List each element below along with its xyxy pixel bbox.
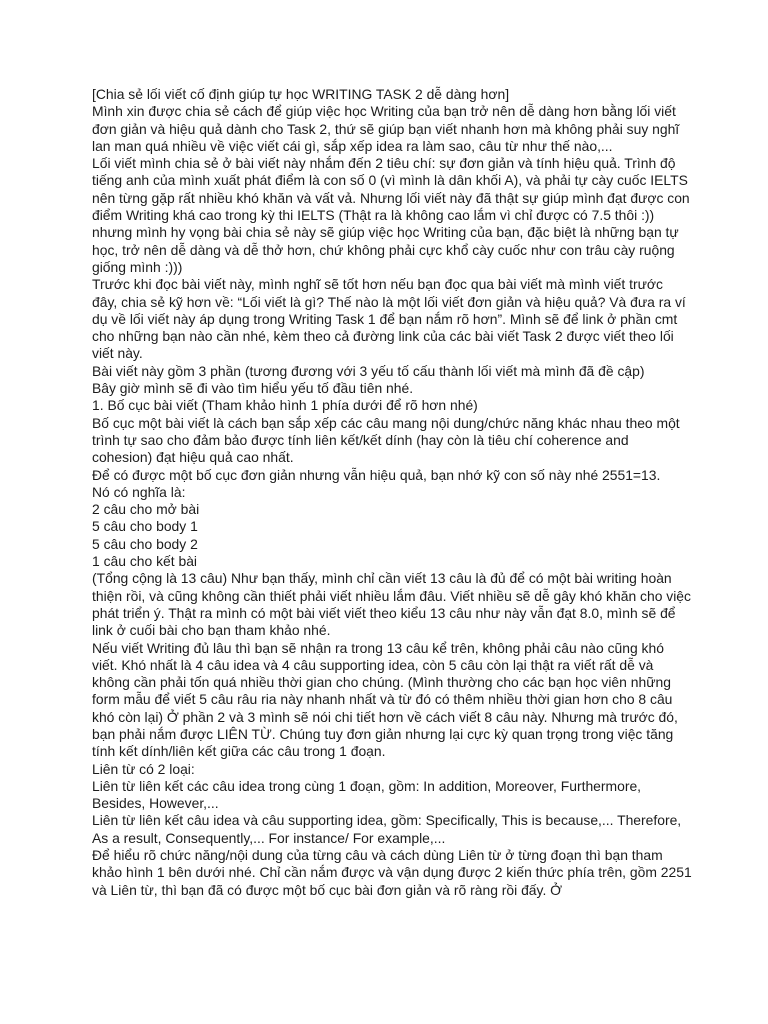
paragraph-meaning: Nó có nghĩa là: (92, 483, 186, 500)
paragraph-criteria: Lối viết mình chia sẻ ở bài viết này nhắm đến 2 tiêu chí: sự đơn giản và tính hiệu quả. Trình độ tiếng anh của mình xuất phát điểm là con số 0 (vì mình là dân khối A), và phải tự cày cuốc IELTS nên từng gặp rất nhiều khó khăn và vất vả. Nhưng lối viết này đã thật sự giúp mình đạt được con điểm Writing khá cao trong kỳ thi IELTS (Thật ra là không cao lắm vì chỉ được có 7.5 thôi :)) nhưng mình hy vọng bài chia sẻ này sẽ giúp việc học Writing của bạn, đặc biệt là những bạn tự học, trở nên dễ dàng và dễ thở hơn, chứ không phải cực khổ cày cuốc như con trâu cày ruộng giống mình :))) (92, 155, 690, 275)
section-heading-layout: 1. Bố cục bài viết (Tham khảo hình 1 phía dưới để rõ hơn nhé) (92, 397, 478, 414)
paragraph-layout-definition: Bố cục một bài viết là cách bạn sắp xếp các câu mang nội dung/chức năng khác nhau theo một trình tự sao cho đảm bảo được tính liên kết/kết dính (hay còn là tiêu chí coherence and cohesion) đạt hiệu quả cao nhất. (92, 414, 680, 466)
paragraph-2551-rule: Để có được một bố cục đơn giản nhưng vẫn hiệu quả, bạn nhớ kỹ con số này nhé 2551=13. (92, 466, 661, 483)
paragraph-linking-types: Liên từ có 2 loại: (92, 760, 195, 777)
list-item-body-1: 5 câu cho body 1 (92, 518, 198, 535)
paragraph-linking-support: Liên từ liên kết câu idea và câu supporting idea, gồm: Specifically, This is because,... Therefore, As a result, Consequently,... For instance/ For example,... (92, 812, 682, 846)
list-item-intro: 2 câu cho mở bài (92, 501, 200, 518)
paragraph-total-13: (Tổng cộng là 13 câu) Như bạn thấy, mình chỉ cần viết 13 câu là đủ để có một bài writing hoàn thiện rồi, và cũng không cần thiết phải viết nhiều lắm đâu. Viết nhiều sẽ dễ gây khó khăn cho việc phát triển ý. Thật ra mình có một bài viết viết theo kiểu 13 câu như này vẫn đạt 8.0, mình sẽ để link ở cuối bài cho bạn tham khảo nhé. (92, 570, 691, 639)
list-item-conclusion: 1 câu cho kết bài (92, 553, 198, 570)
list-item-body-2: 5 câu cho body 2 (92, 535, 198, 552)
paragraph-prereading: Trước khi đọc bài viết này, mình nghĩ sẽ tốt hơn nếu bạn đọc qua bài viết mà mình viết trước đây, chia sẻ kỹ hơn về: “Lối viết là gì? Thế nào là một lối viết đơn giản và hiệu quả? Và đưa ra ví dụ về lối viết này áp dụng trong Writing Task 1 để bạn nắm rõ hơn”. Mình sẽ để link ở phần cmt cho những bạn nào cần nhé, kèm theo cả đường link của các bài viết Task 2 được viết theo lối viết này. (92, 276, 686, 362)
document-body (92, 86, 692, 899)
paragraph-intro: Mình xin được chia sẻ cách để giúp việc học Writing của bạn trở nên dễ dàng hơn bằng lối viết đơn giản và hiệu quả dành cho Task 2, thứ sẽ giúp bạn viết nhanh hơn mà không phải suy nghĩ lan man quá nhiều về việc viết cái gì, sắp xếp idea ra làm sao, câu từ như thế nào,... (92, 103, 680, 154)
document-title: [Chia sẻ lối viết cố định giúp tự học WRITING TASK 2 dễ dàng hơn] (92, 86, 510, 102)
paragraph-linking-ideas: Liên từ liên kết các câu idea trong cùng 1 đoạn, gồm: In addition, Moreover, Furthermore, Besides, However,... (92, 777, 642, 812)
paragraph-first-factor: Bây giờ mình sẽ đi vào tìm hiểu yếu tố đầu tiên nhé. (92, 380, 414, 397)
paragraph-reference-figure: Để hiểu rõ chức năng/nội dung của từng câu và cách dùng Liên từ ở từng đoạn thì bạn tham khảo hình 1 bên dưới nhé. Chỉ cần nắm được và vận dụng được 2 kiến thức phía trên, gồm 2251 và Liên từ, thì bạn đã có được một bố cục bài đơn giản và rõ ràng rồi đấy. Ở (92, 847, 692, 898)
paragraph-structure-overview: Bài viết này gồm 3 phần (tương đương với 3 yếu tố cấu thành lối viết mà mình đã đề cập) (92, 362, 645, 379)
paragraph-hard-sentences: Nếu viết Writing đủ lâu thì bạn sẽ nhận ra trong 13 câu kể trên, không phải câu nào cũng khó viết. Khó nhất là 4 câu idea và 4 câu supporting idea, còn 5 câu còn lại thật ra viết rất dễ và không cần phải tốn quá nhiều thời gian cho chúng. (Mình thường cho các bạn học viên những form mẫu để viết 5 câu râu ria này nhanh nhất và từ đó có thêm nhiều thời gian hơn cho 8 câu khó còn lại) Ở phần 2 và 3 mình sẽ nói chi tiết hơn về cách viết 8 câu này. Nhưng mà trước đó, bạn phải nắm được LIÊN TỪ. Chúng tuy đơn giản nhưng lại cực kỳ quan trọng trong việc tăng tính kết dính/liên kết giữa các câu trong 1 đoạn. (92, 639, 678, 760)
